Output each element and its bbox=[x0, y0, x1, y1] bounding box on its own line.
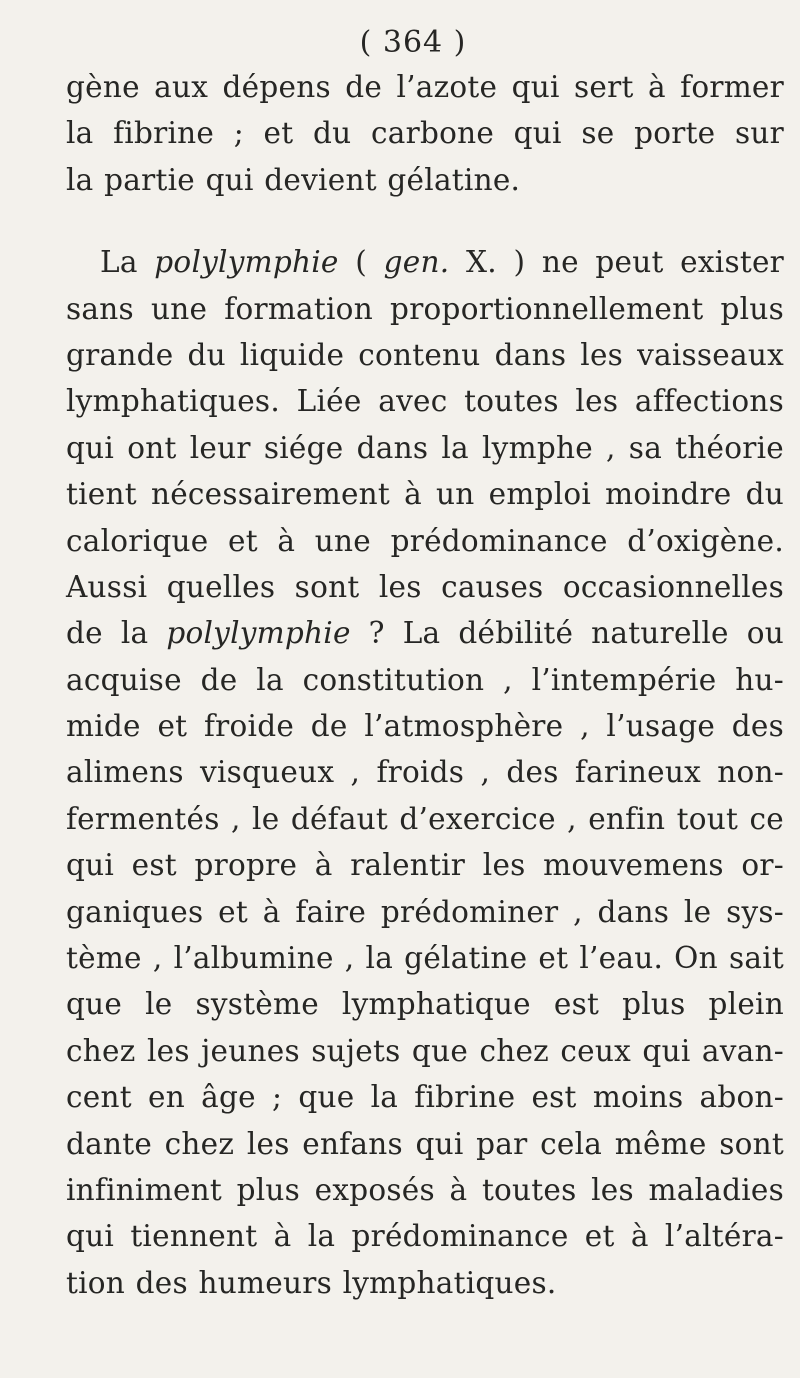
text-line: tème , l’albumine , la gélatine et l’eau. On sait bbox=[66, 941, 784, 976]
italic-term-gen: gen. bbox=[383, 245, 450, 280]
text-line: acquise de la constitution , l’intempérie hu- bbox=[66, 662, 784, 697]
text-line: ganiques et à faire prédominer , dans le sys- bbox=[66, 894, 784, 929]
text-line: qui est propre à ralentir les mouvemens or- bbox=[66, 848, 784, 883]
text-line: alimens visqueux , froids , des farineux non- bbox=[66, 755, 784, 790]
text-line bbox=[66, 610, 784, 656]
italic-term-polylymphie: polylymphie bbox=[154, 245, 339, 280]
text-line: calorique et à une prédominance d’oxigène. bbox=[66, 523, 784, 558]
page-number: ( 364 ) bbox=[359, 25, 467, 60]
italic-term-polylymphie: polylymphie bbox=[166, 616, 351, 651]
text-line: tion des humeurs lymphatiques. bbox=[66, 1265, 557, 1300]
line-text-with-italics: de la polylymphie ? La débilité naturelle ou bbox=[66, 616, 785, 651]
text-line: la partie qui devient gélatine. bbox=[66, 162, 521, 197]
text-line bbox=[66, 239, 784, 285]
text-line: Aussi quelles sont les causes occasionnelles bbox=[66, 569, 784, 604]
text-line: la fibrine ; et du carbone qui se porte sur bbox=[66, 116, 784, 151]
text-line: dante chez les enfans qui par cela même sont bbox=[66, 1126, 784, 1161]
text-line: grande du liquide contenu dans les vaisseaux bbox=[66, 337, 784, 372]
text-line: gène aux dépens de l’azote qui sert à former bbox=[66, 70, 784, 104]
text-line: infiniment plus exposés à toutes les maladies bbox=[66, 1172, 784, 1207]
text-line: tient nécessairement à un emploi moindre du bbox=[66, 477, 784, 512]
text-line: qui ont leur siége dans la lymphe , sa théorie bbox=[66, 430, 784, 465]
paragraph-2 bbox=[66, 239, 784, 1306]
text-line: chez les jeunes sujets que chez ceux qui avan- bbox=[66, 1033, 784, 1068]
text-line: mide et froide de l’atmosphère , l’usage des bbox=[66, 709, 784, 744]
paragraph-spacer bbox=[66, 203, 784, 239]
text-line: fermentés , le défaut d’exercice , enfin tout ce bbox=[66, 801, 784, 836]
text-line: sans une formation proportionnellement plus bbox=[66, 291, 784, 326]
text-line: qui tiennent à la prédominance et à l’altéra- bbox=[66, 1219, 784, 1254]
text-line: lymphatiques. Liée avec toutes les affections bbox=[66, 384, 784, 419]
text-line: cent en âge ; que la fibrine est moins abon- bbox=[66, 1080, 784, 1115]
line-text-with-italics: La polylymphie ( gen. X. ) ne peut exister bbox=[100, 245, 785, 280]
text-line: que le système lymphatique est plus plein bbox=[66, 987, 784, 1022]
paragraph-1 bbox=[66, 64, 784, 203]
